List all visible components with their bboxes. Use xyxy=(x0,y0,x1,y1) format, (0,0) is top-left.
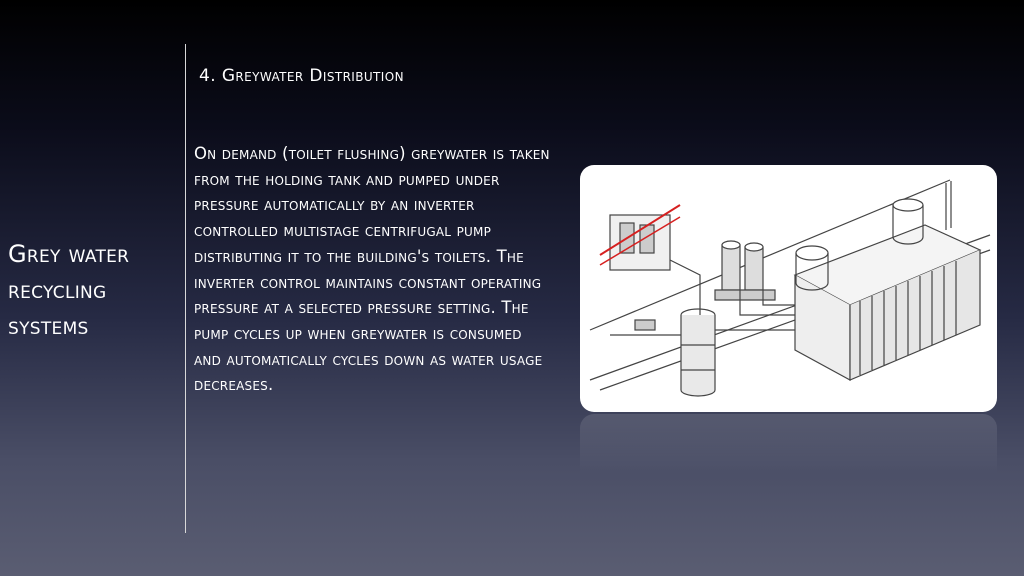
image-reflection xyxy=(580,414,997,474)
vertical-divider xyxy=(185,44,186,533)
slide-heading: 4. Greywater Distribution xyxy=(199,66,404,86)
diagram-illustration xyxy=(580,165,997,412)
greywater-system-diagram xyxy=(580,165,997,412)
slide-side-title: Grey water recycling systems xyxy=(8,240,130,340)
slide-body-text: On demand (toilet flushing) greywater is taken from the holding tank and pumped under pressure automatically by an inverter controlled multistage centrifugal pump distributing it to the building's toilets. The inverter control maintains constant operating pressure at a selected pressure setting. The pump cycles up when greywater is consumed and automatically cycles down as water usage decreases. xyxy=(194,144,550,395)
